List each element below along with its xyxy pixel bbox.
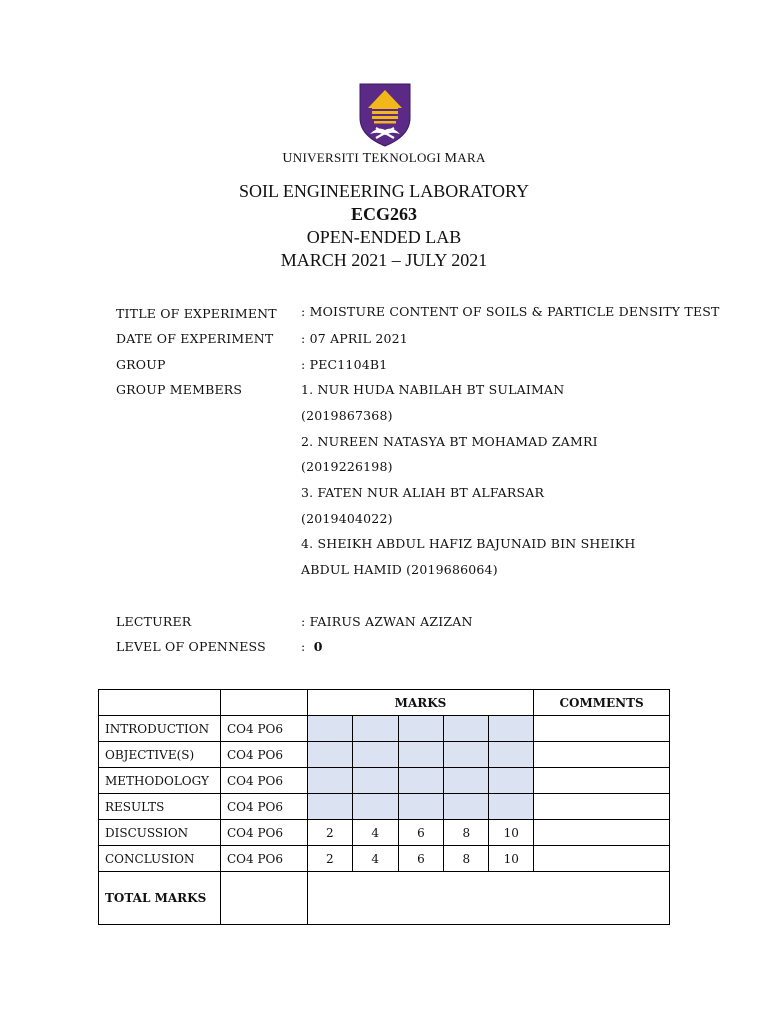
members-label: GROUP MEMBERS: [116, 382, 243, 397]
table-row: [99, 742, 670, 768]
comment-cell[interactable]: [534, 768, 670, 794]
score-cell[interactable]: [352, 794, 398, 820]
table-row: [99, 768, 670, 794]
score-cell[interactable]: [352, 716, 398, 742]
score-cell[interactable]: [352, 768, 398, 794]
total-label: TOTAL MARKS: [99, 872, 221, 925]
comment-cell[interactable]: [534, 716, 670, 742]
score-cell[interactable]: 10: [489, 846, 534, 872]
comment-cell[interactable]: [534, 794, 670, 820]
openness-value: : 0: [301, 639, 323, 654]
score-cell[interactable]: [398, 794, 444, 820]
table-cell: [99, 690, 221, 716]
score-cell[interactable]: 4: [352, 820, 398, 846]
comment-cell[interactable]: [534, 820, 670, 846]
criteria-code: CO4 PO6: [220, 846, 307, 872]
score-cell[interactable]: [307, 768, 352, 794]
criteria-label: OBJECTIVE(S): [99, 742, 221, 768]
group-label: GROUP: [116, 357, 166, 372]
criteria-code: CO4 PO6: [220, 768, 307, 794]
score-cell[interactable]: 10: [489, 820, 534, 846]
score-cell[interactable]: [307, 716, 352, 742]
member-line: (2019404022): [301, 511, 393, 526]
table-cell: [220, 690, 307, 716]
marks-header: MARKS: [307, 690, 533, 716]
lecturer-value: : FAIRUS AZWAN AZIZAN: [301, 614, 473, 629]
score-cell[interactable]: 6: [398, 820, 444, 846]
score-cell[interactable]: [352, 742, 398, 768]
member-line: 1. NUR HUDA NABILAH BT SULAIMAN: [301, 382, 565, 397]
table-header-row: [99, 690, 670, 716]
table-row: [99, 716, 670, 742]
score-cell[interactable]: 2: [307, 820, 352, 846]
criteria-code: CO4 PO6: [220, 716, 307, 742]
comment-cell[interactable]: [534, 846, 670, 872]
uitm-logo: [358, 82, 412, 148]
total-value-cell[interactable]: [307, 872, 669, 925]
university-name: UNIVERSITI TEKNOLOGI MARA: [282, 150, 486, 166]
criteria-label: DISCUSSION: [99, 820, 221, 846]
title-label: TITLE OF EXPERIMENT: [116, 306, 277, 321]
criteria-label: METHODOLOGY: [99, 768, 221, 794]
table-row: [99, 820, 670, 846]
score-cell[interactable]: [444, 742, 489, 768]
comment-cell[interactable]: [534, 742, 670, 768]
score-cell[interactable]: [489, 794, 534, 820]
semester: MARCH 2021 – JULY 2021: [280, 250, 488, 270]
title-value: : MOISTURE CONTENT OF SOILS & PARTICLE DENSITY TEST: [301, 304, 720, 319]
score-cell[interactable]: [307, 794, 352, 820]
score-cell[interactable]: [398, 768, 444, 794]
score-cell[interactable]: 4: [352, 846, 398, 872]
score-cell[interactable]: 8: [444, 846, 489, 872]
lab-title: SOIL ENGINEERING LABORATORY: [239, 181, 529, 201]
criteria-code: CO4 PO6: [220, 820, 307, 846]
score-cell[interactable]: [398, 742, 444, 768]
member-line: (2019226198): [301, 459, 393, 474]
score-cell[interactable]: 2: [307, 846, 352, 872]
member-line: ABDUL HAMID (2019686064): [301, 562, 498, 577]
score-cell[interactable]: [489, 742, 534, 768]
total-row: [99, 872, 670, 925]
table-row: [99, 794, 670, 820]
member-line: 2. NUREEN NATASYA BT MOHAMAD ZAMRI: [301, 434, 598, 449]
member-line: (2019867368): [301, 408, 393, 423]
member-line: 3. FATEN NUR ALIAH BT ALFARSAR: [301, 485, 545, 500]
score-cell[interactable]: [489, 768, 534, 794]
lab-type: OPEN-ENDED LAB: [306, 227, 462, 247]
score-cell[interactable]: [444, 768, 489, 794]
score-cell[interactable]: 8: [444, 820, 489, 846]
lecturer-label: LECTURER: [116, 614, 192, 629]
score-cell[interactable]: 6: [398, 846, 444, 872]
date-label: DATE OF EXPERIMENT: [116, 331, 274, 346]
group-value: : PEC1104B1: [301, 357, 388, 372]
marks-table: [98, 689, 670, 925]
score-cell[interactable]: [489, 716, 534, 742]
score-cell[interactable]: [444, 716, 489, 742]
date-value: : 07 APRIL 2021: [301, 331, 408, 346]
openness-label: LEVEL OF OPENNESS: [116, 639, 266, 654]
score-cell[interactable]: [398, 716, 444, 742]
score-cell[interactable]: [444, 794, 489, 820]
table-cell: [220, 872, 307, 925]
course-code: ECG263: [350, 204, 417, 224]
member-line: 4. SHEIKH ABDUL HAFIZ BAJUNAID BIN SHEIKH: [301, 536, 636, 551]
score-cell[interactable]: [307, 742, 352, 768]
criteria-label: CONCLUSION: [99, 846, 221, 872]
comments-header: COMMENTS: [534, 690, 670, 716]
criteria-label: RESULTS: [99, 794, 221, 820]
criteria-code: CO4 PO6: [220, 794, 307, 820]
table-row: [99, 846, 670, 872]
criteria-label: INTRODUCTION: [99, 716, 221, 742]
criteria-code: CO4 PO6: [220, 742, 307, 768]
